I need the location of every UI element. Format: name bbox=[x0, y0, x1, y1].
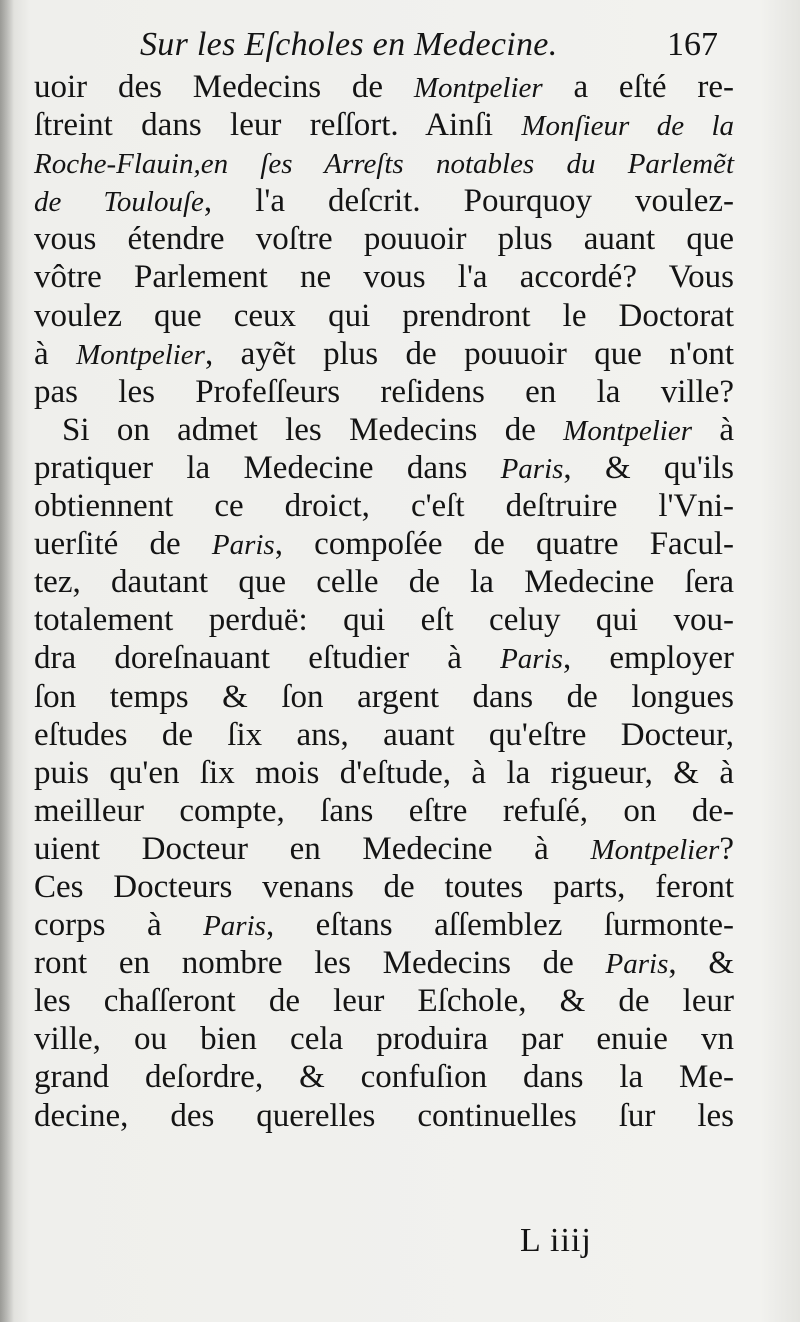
text-segment: ſon temps & ſon argent dans de longues bbox=[34, 678, 734, 715]
text-line bbox=[34, 106, 734, 144]
text-segment: puis qu'en ſix mois d'eſtude, à la rigueur, & à bbox=[34, 754, 734, 791]
text-line bbox=[34, 1020, 734, 1058]
italic-text: Roche-Flauin,en ſes Arreſts notables du Parlemẽt bbox=[34, 148, 734, 181]
text-line bbox=[34, 754, 734, 792]
signature-mark: L iiij bbox=[520, 1222, 592, 1259]
text-line bbox=[34, 220, 734, 258]
text-segment: decine, des querelles continuelles ſur les bbox=[34, 1097, 734, 1134]
text-line bbox=[34, 373, 734, 411]
text-segment: , l'a deſcrit. Pourquoy voulez- bbox=[203, 183, 734, 220]
text-segment: ? bbox=[719, 830, 734, 867]
text-line bbox=[34, 868, 734, 906]
text-line bbox=[34, 487, 734, 525]
text-segment: ville, ou bien cela produira par enuie vn bbox=[34, 1021, 734, 1058]
text-line bbox=[34, 411, 734, 449]
text-line bbox=[34, 68, 734, 106]
text-segment: , compoſée de quatre Facul- bbox=[274, 526, 735, 563]
italic-text: de Toulouſe bbox=[34, 186, 204, 219]
text-segment: uient Docteur en Medecine à bbox=[34, 830, 591, 867]
text-segment: ſtreint dans leur reſſort. Ainſi bbox=[34, 107, 522, 144]
text-segment: , eſtans aſſemblez ſurmonte- bbox=[265, 907, 734, 944]
text-segment: pas les Profeſſeurs reſidens en la ville? bbox=[34, 373, 734, 410]
text-line bbox=[34, 944, 734, 982]
text-segment: vous étendre voſtre pouuoir plus auant que bbox=[34, 221, 734, 258]
text-segment: obtiennent ce droict, c'eſt deſtruire l'Vni- bbox=[34, 488, 734, 525]
text-line bbox=[34, 1097, 734, 1135]
italic-text: Montpelier bbox=[76, 338, 205, 371]
body-text bbox=[34, 68, 734, 1135]
text-segment: voulez que ceux qui prendront le Doctorat bbox=[34, 297, 734, 334]
text-segment: uerſité de bbox=[34, 526, 212, 563]
italic-text: Paris bbox=[605, 948, 669, 981]
text-segment: , & bbox=[668, 945, 734, 982]
gutter-shadow bbox=[0, 0, 14, 1322]
text-line bbox=[34, 716, 734, 754]
italic-text: Paris bbox=[203, 910, 266, 943]
text-segment: , employer bbox=[562, 640, 734, 677]
text-segment: meilleur compte, ſans eſtre refuſé, on de- bbox=[34, 792, 734, 829]
text-line bbox=[34, 449, 734, 487]
text-segment: vôtre Parlement ne vous l'a accordé? Vous bbox=[34, 259, 734, 296]
italic-text: Paris bbox=[500, 643, 563, 676]
italic-text: Paris bbox=[211, 529, 275, 562]
text-segment: Si on admet les Medecins de bbox=[62, 411, 564, 448]
text-line bbox=[34, 678, 734, 716]
text-segment: , ayẽt plus de pouuoir que n'ont bbox=[204, 335, 734, 372]
text-line bbox=[34, 830, 734, 868]
text-segment: eſtudes de ſix ans, auant qu'eſtre Docteur, bbox=[34, 716, 734, 753]
running-head-title: Sur les Eſcholes en Medecine. bbox=[140, 26, 558, 63]
text-segment: corps à bbox=[34, 907, 204, 944]
text-line bbox=[34, 1058, 734, 1096]
text-line bbox=[34, 906, 734, 944]
page-number: 167 bbox=[667, 26, 718, 63]
italic-text: Montpelier bbox=[590, 833, 720, 866]
text-segment: a eſté re- bbox=[542, 69, 734, 105]
text-line bbox=[34, 258, 734, 296]
italic-text: Montpelier bbox=[563, 414, 693, 447]
italic-text: Montpelier bbox=[413, 72, 543, 104]
text-line bbox=[34, 297, 734, 335]
text-line bbox=[34, 335, 734, 373]
text-segment: tez, dautant que celle de la Medecine ſera bbox=[34, 564, 734, 601]
text-segment: grand deſordre, & confuſion dans la Me- bbox=[34, 1059, 734, 1096]
text-segment: Ces Docteurs venans de toutes parts, feront bbox=[34, 868, 734, 905]
text-segment: ront en nombre les Medecins de bbox=[34, 945, 606, 982]
text-line bbox=[34, 792, 734, 830]
text-segment: pratiquer la Medecine dans bbox=[34, 449, 501, 486]
text-line bbox=[34, 563, 734, 601]
text-line bbox=[34, 144, 734, 182]
text-line bbox=[34, 601, 734, 639]
running-head bbox=[0, 22, 800, 68]
text-segment: , & qu'ils bbox=[563, 449, 734, 486]
text-line bbox=[34, 525, 734, 563]
text-segment: les chaſſeront de leur Eſchole, & de leur bbox=[34, 983, 734, 1020]
text-line bbox=[34, 182, 734, 220]
text-segment: totalement perduë: qui eſt celuy qui vou- bbox=[34, 602, 734, 639]
italic-text: Paris bbox=[500, 452, 564, 485]
text-segment: à bbox=[692, 411, 734, 448]
italic-text: Monſieur de la bbox=[521, 110, 734, 143]
text-line bbox=[34, 639, 734, 677]
text-line bbox=[34, 982, 734, 1020]
text-segment: dra doreſnauant eſtudier à bbox=[34, 640, 501, 677]
text-segment: à bbox=[34, 335, 77, 372]
text-segment: uoir des Medecins de bbox=[34, 69, 414, 105]
